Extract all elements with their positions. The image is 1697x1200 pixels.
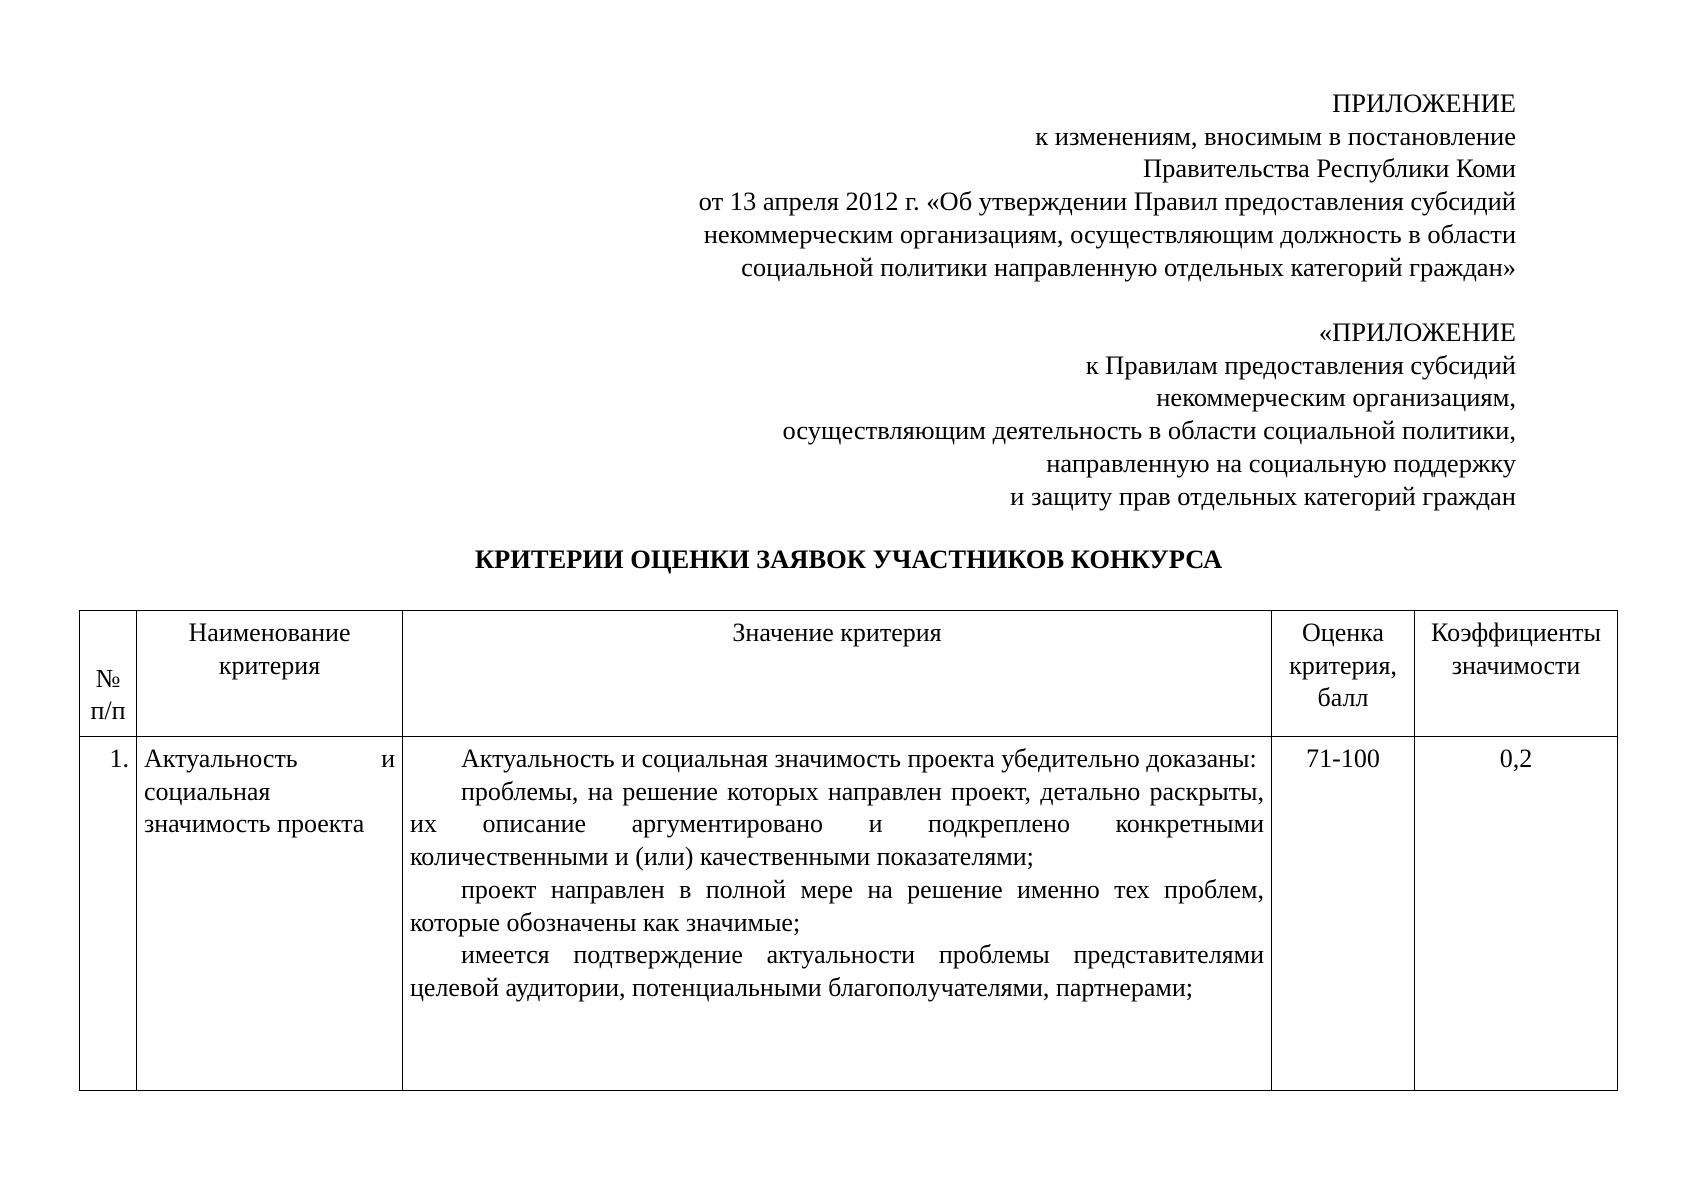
header-score [1272, 611, 1415, 737]
header-score-line: Оценка [1302, 618, 1384, 647]
appendix-header-line: некоммерческим организациям, осуществляющим должность в области [703, 218, 1516, 249]
appendix-rules-line: некоммерческим организациям, [1156, 382, 1516, 413]
appendix-header-line: ПРИЛОЖЕНИЕ [1332, 88, 1516, 118]
header-number-line: № [95, 663, 121, 693]
criterion-value-paragraph: Актуальность и социальная значимость проекта убедительно доказаны: [461, 744, 1257, 773]
appendix-rules-line: к Правилам предоставления субсидий [1085, 349, 1516, 380]
appendix-rules-line: и защиту прав отдельных категорий граждан [1010, 480, 1516, 511]
row-number: 1. [80, 737, 137, 1091]
document-title: КРИТЕРИИ ОЦЕНКИ ЗАЯВОК УЧАСТНИКОВ КОНКУРСА [474, 544, 1223, 574]
criterion-name-line: значимость проекта [144, 809, 365, 839]
header-coefficient-line: Коэффициенты [1431, 618, 1601, 647]
header-criterion-name-line: критерия [218, 650, 321, 680]
criteria-table [79, 610, 1618, 1091]
header-criterion-value-line: Значение критерия [732, 618, 942, 647]
appendix-rules-header [782, 316, 1516, 512]
criterion-name-line: социальная [144, 776, 271, 806]
header-criterion-name [137, 611, 403, 737]
criterion-name-line: Актуальность и [144, 744, 395, 773]
criterion-value-paragraph: проблемы, на решение которых направлен проект, детально раскрыты, их описание аргументировано и подкреплено конкретными количественными и (или) качественными показателями; [410, 776, 1264, 872]
header-criterion-name-line: Наименование [188, 618, 351, 647]
appendix-header-line: к изменениям, вносимым в постановление [1035, 120, 1516, 151]
header-score-line: балл [1317, 683, 1369, 713]
row-coefficient: 0,2 [1415, 737, 1618, 1091]
appendix-header [699, 87, 1516, 283]
row-criterion-value [403, 737, 1272, 1091]
appendix-header-line: социальной политики направленную отдельных категорий граждан» [741, 251, 1516, 282]
appendix-rules-line: «ПРИЛОЖЕНИЕ [1318, 317, 1516, 347]
header-coefficient [1415, 611, 1618, 737]
header-criterion-value [403, 611, 1272, 737]
appendix-rules-line: направленную на социальную поддержку [1046, 447, 1516, 478]
row-criterion-name [137, 737, 403, 1091]
appendix-header-line: от 13 апреля 2012 г. «Об утверждении Правил предоставления субсидий [698, 186, 1516, 217]
appendix-header-line: Правительства Республики Коми [1142, 153, 1516, 184]
header-number [80, 611, 137, 737]
header-coefficient-line: значимости [1451, 650, 1581, 680]
criterion-value-paragraph: проект направлен в полной мере на решение именно тех проблем, которые обозначены как значимые; [410, 874, 1264, 937]
header-score-line: критерия, [1289, 650, 1397, 680]
appendix-rules-line: осуществляющим деятельность в области социальной политики, [782, 415, 1516, 446]
table-row [80, 737, 1618, 1091]
criterion-value-paragraph: имеется подтверждение актуальности проблемы представителями целевой аудитории, потенциальными благополучателями, партнерами; [410, 940, 1264, 1002]
header-number-line: п/п [90, 696, 126, 726]
row-score: 71-100 [1272, 737, 1415, 1091]
table-header-row [80, 611, 1618, 737]
